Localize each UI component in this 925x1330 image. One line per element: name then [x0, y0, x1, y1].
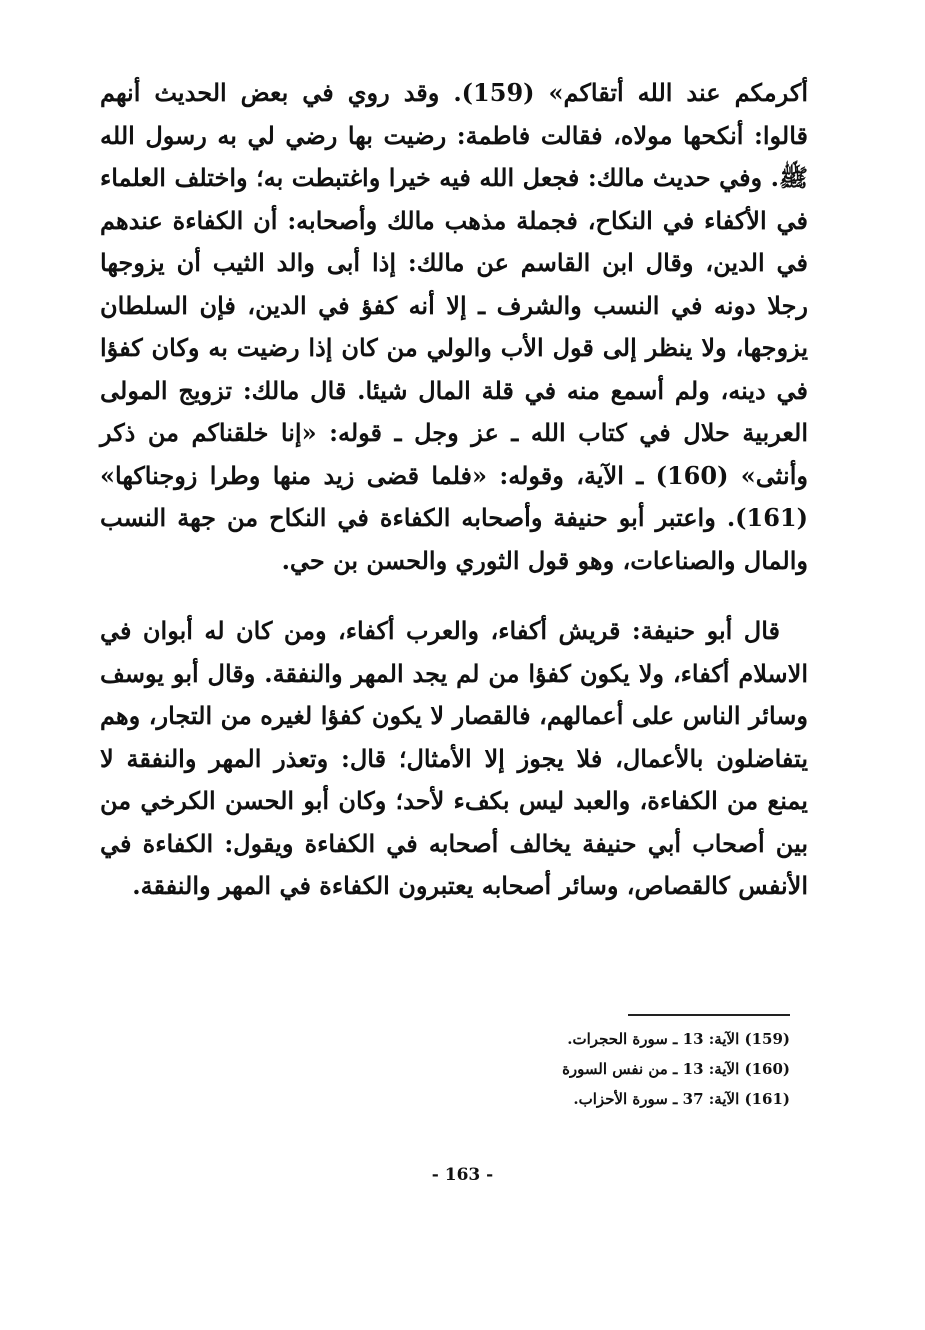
footnote-159: (159) الآية: 13 ـ سورة الحجرات.	[567, 1030, 790, 1048]
footnote-161: (161) الآية: 37 ـ سورة الأحزاب.	[573, 1090, 790, 1108]
footnotes	[420, 1024, 790, 1114]
footnote-divider	[628, 1014, 790, 1016]
body-text	[100, 72, 808, 908]
paragraph-1: أكرمكم عند الله أتقاكم» (159). وقد روي في بعض الحديث أنهم قالوا: أنكحها مولاه، فقالت فاطمة: رضيت بها رضي لي به رسول الله ﷺ. وفي حديث مالك: فجعل الله فيه خيرا واغتبطت به؛ واختلف العلماء في الأكفاء في النكاح، فجملة مذهب مالك وأصحابه: أن الكفاءة عندهم في الدين، وقال ابن القاسم عن مالك: إذا أبى والد الثيب أن يزوجها رجلا دونه في النسب والشرف ـ إلا أنه كفؤ في الدين، فإن السلطان يزوجها، ولا ينظر إلى قول الأب والولي من كان إذا رضيت به وكان كفؤا في دينه، ولم أسمع منه في قلة المال شيئا. قال مالك: تزويج المولى العربية حلال في كتاب الله ـ عز وجل ـ قوله: «إنا خلقناكم من ذكر وأنثى» (160) ـ الآية، وقوله: «فلما قضى زيد منها وطرا زوجناكها» (161). واعتبر أبو حنيفة وأصحابه الكفاءة في النكاح من جهة النسب والمال والصناعات، وهو قول الثوري والحسن بن حي.	[100, 78, 808, 575]
page-number: - 163 -	[431, 1165, 494, 1185]
paragraph-2: قال أبو حنيفة: قريش أكفاء، والعرب أكفاء، ومن كان له أبوان في الاسلام أكفاء، ولا يكون كفؤا من لم يجد المهر والنفقة. وقال أبو يوسف وسائر الناس على أعمالهم، فالقصار لا يكون كفؤا لغيره من التجار، وهم يتفاضلون بالأعمال، فلا يجوز إلا الأمثال؛ قال: وتعذر المهر والنفقة لا يمنع من الكفاءة، والعبد ليس بكفء لأحد؛ وكان أبو الحسن الكرخي من بين أصحاب أبي حنيفة يخالف أصحابه في الكفاءة ويقول: الكفاءة في الأنفس كالقصاص، وسائر أصحابه يعتبرون الكفاءة في المهر والنفقة.	[100, 616, 809, 900]
footnote-160: (160) الآية: 13 ـ من نفس السورة	[562, 1060, 790, 1078]
